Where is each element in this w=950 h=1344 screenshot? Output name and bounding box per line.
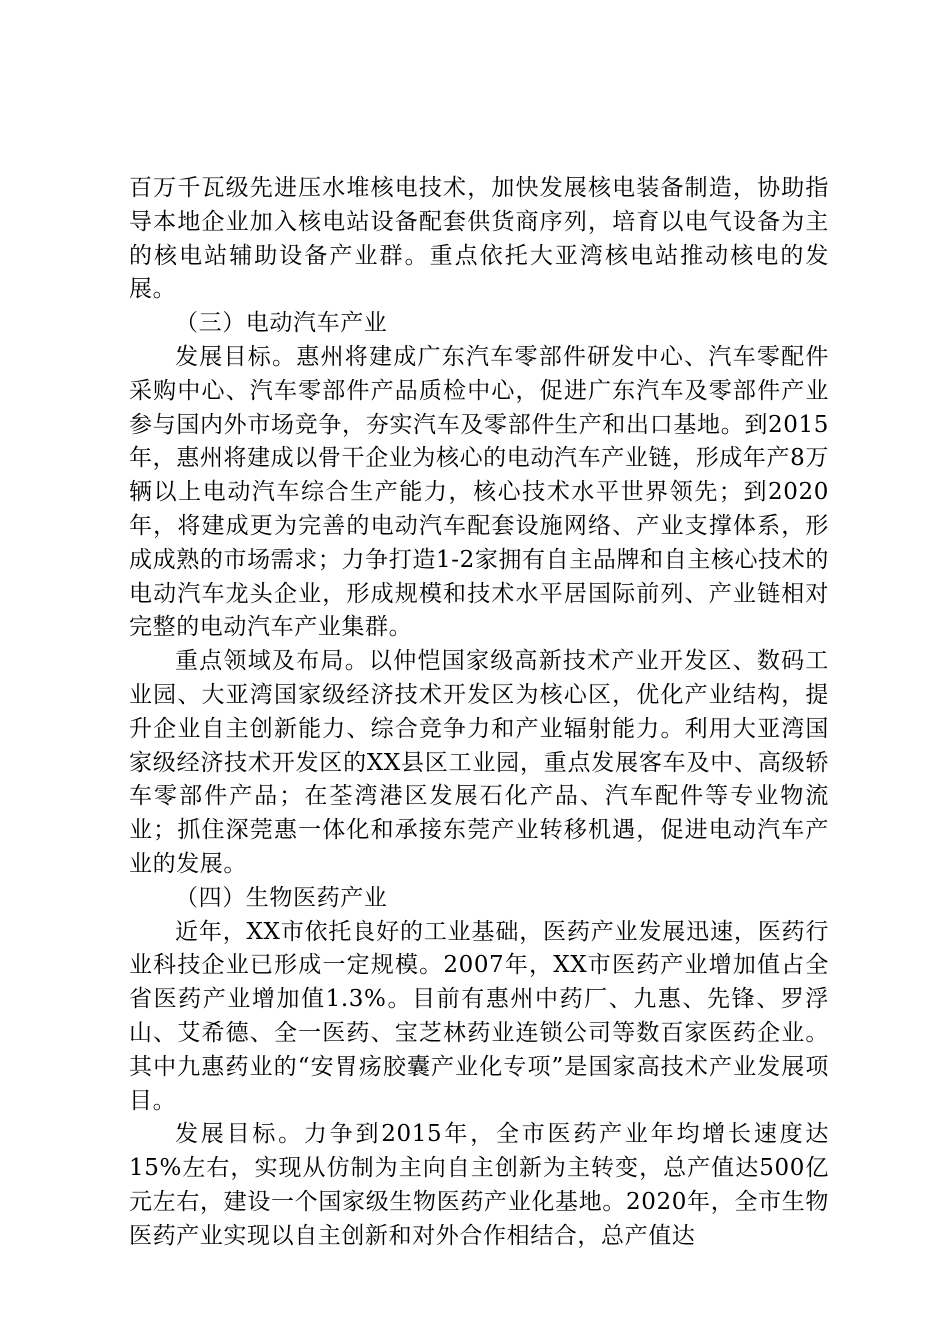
section-heading-biomedicine: （四）生物医药产业 — [175, 884, 388, 911]
paragraph-ev-goals: 发展目标。惠州将建成广东汽车零部件研发中心、汽车零配件采购中心、汽车零部件产品质检中心，促进广东汽车及零部件产业参与国内外市场竞争，夯实汽车及零部件生产和出口基地。到2015年，惠州将建成以骨干企业为核心的电动汽车产业链，形成年产8万辆以上电动汽车综合生产能力，核心技术水平世界领先；到2020年，将建成更为完善的电动汽车配套设施网络、产业支撑体系，形成成熟的市场需求；力争打造1-2家拥有自主品牌和自主核心技术的电动汽车龙头企业，形成规模和技术水平居国际前列、产业链相对完整的电动汽车产业集群。 — [129, 343, 829, 641]
paragraph-biomedicine-overview: 近年，XX市依托良好的工业基础，医药产业发展迅速，医药行业科技企业已形成一定规模。2007年，XX市医药产业增加值占全省医药产业增加值1.3%。目前有惠州中药厂、九惠、先锋、罗浮山、艾希德、全一医药、宝芝林药业连锁公司等数百家医药企业。其中九惠药业的“安胃疡胶囊产业化专项”是国家高技术产业发展项目。 — [129, 918, 829, 1114]
paragraph-biomedicine-goals: 发展目标。力争到2015年，全市医药产业年均增长速度达15%左右，实现从仿制为主向自主创新为主转变，总产值达500亿元左右，建设一个国家级生物医药产业化基地。2020年，全市生物医药产业实现以自主创新和对外合作相结合，总产值达 — [129, 1121, 829, 1249]
paragraph-nuclear-continuation: 百万千瓦级先进压水堆核电技术，加快发展核电装备制造，协助指导本地企业加入核电站设备配套供货商序列，培育以电气设备为主的核电站辅助设备产业群。重点依托大亚湾核电站推动核电的发展。 — [129, 175, 829, 303]
document-body — [129, 172, 829, 1254]
paragraph-ev-layout: 重点领域及布局。以仲恺国家级高新技术产业开发区、数码工业园、大亚湾国家级经济技术开发区为核心区，优化产业结构，提升企业自主创新能力、综合竞争力和产业辐射能力。利用大亚湾国家级经济技术开发区的XX县区工业园，重点发展客车及中、高级轿车零部件产品；在荃湾港区发展石化产品、汽车配件等专业物流业；抓住深莞惠一体化和承接东莞产业转移机遇，促进电动汽车产业的发展。 — [129, 648, 829, 877]
section-heading-electric-vehicle: （三）电动汽车产业 — [175, 310, 388, 337]
